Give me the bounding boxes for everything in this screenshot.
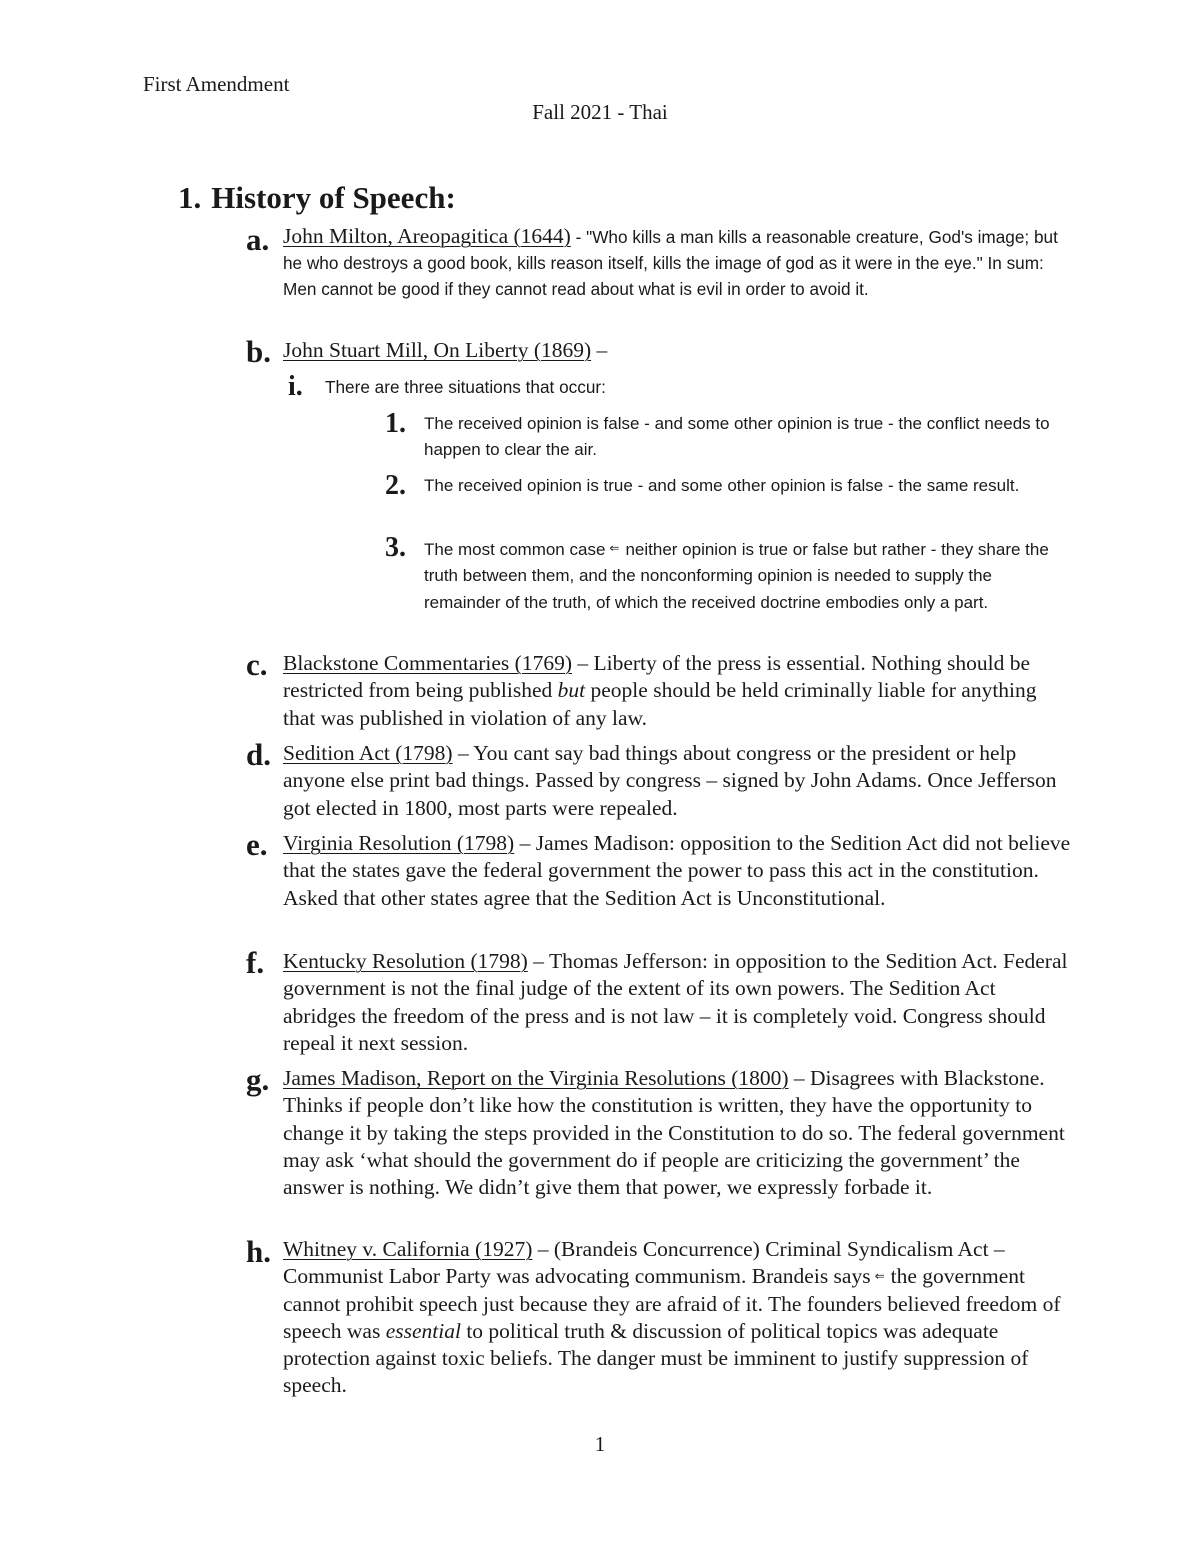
item-cite-f: Kentucky Resolution (1798) (283, 949, 528, 973)
item-marker-a: a. (246, 222, 270, 257)
item-cite-b: John Stuart Mill, On Liberty (1869) (283, 338, 592, 362)
item-marker-b-3: 3. (385, 532, 406, 563)
item-cite-e: Virginia Resolution (1798) (283, 831, 515, 855)
item-body-g: – Disagrees with Blackstone. Thinks if people don’t like how the constitution is written, they have the opportunity to change it by taking the steps provided in the Constitution to do so. The federal government may ask ‘what should the government do if people are criticizing the government’ the answer is nothing. We didn’t give them that power, we expressly forbade it. (283, 1066, 1065, 1200)
item-marker-b-2: 2. (385, 470, 406, 501)
item-body-b: – (591, 338, 608, 362)
item-body-c-em: but (557, 678, 586, 703)
item-body-a: - "Who kills a man kills a reasonable creature, God's image; but he who destroys a good book, kills reason itself, kills the image of god as it were in the eye." In sum: Men cannot be good if they cannot read about what is evil in order to avoid it. (283, 227, 1058, 299)
item-body-c-after: people should be held criminally liable for anything that was published in violation of any law. (283, 678, 1037, 730)
item-text-b-i: There are three situations that occur: (325, 377, 606, 397)
header-center: Fall 2021 - Thai (532, 100, 668, 124)
item-text-b-2: The received opinion is true - and some other opinion is false - the same result. (424, 476, 1020, 495)
item-text-g (283, 1065, 1073, 1201)
item-marker-g: g. (246, 1062, 270, 1097)
item-marker-b: b. (246, 334, 271, 369)
section-title (178, 180, 456, 216)
item-body-b-3-after: neither opinion is true or false but rather - they share the truth between them, and the nonconforming opinion is needed to supply the remainder of the truth, of which the received doctrine embodies only a part. (424, 540, 1049, 612)
item-text-h (283, 1236, 1073, 1400)
item-body-f: – Thomas Jefferson: in opposition to the Sedition Act. Federal government is not the final judge of the extent of its own powers. The Sedition Act abridges the freedom of the press and is not law – it is completely void. Congress should repeal it next session. (283, 949, 1068, 1055)
header-left: First Amendment (143, 72, 290, 96)
item-marker-d: d. (246, 737, 271, 772)
item-cite-a: John Milton, Areopagitica (1644) (283, 224, 571, 248)
item-body-h-before: – (Brandeis Concurrence) Criminal Syndicalism Act – Communist Labor Party was advocating communism. Brandeis says (283, 1237, 1005, 1289)
section-title-text: History of Speech: (211, 180, 456, 215)
arrow-icon: ⁠⇐ (609, 541, 620, 555)
item-text-b (283, 337, 1073, 364)
item-cite-h: Whitney v. California (1927) (283, 1237, 533, 1261)
item-body-d: – You cant say bad things about congress or the president or help anyone else print bad things. Passed by congress – signed by John Adams. Once Jefferson got elected in 1800, most parts were repealed. (283, 741, 1057, 820)
item-body-h-em: essential (385, 1318, 461, 1343)
item-marker-f: f. (246, 945, 265, 980)
item-cite-c: Blackstone Commentaries (1769) (283, 651, 572, 675)
item-marker-e: e. (246, 827, 268, 862)
item-text-d (283, 740, 1073, 822)
item-text-a (283, 223, 1073, 302)
item-text-c (283, 650, 1073, 732)
section-number: 1. (178, 180, 202, 215)
item-text-f (283, 948, 1073, 1057)
item-marker-b-i: i. (288, 371, 303, 402)
page-number: 1 (594, 1432, 606, 1456)
item-text-e (283, 830, 1073, 912)
item-marker-b-1: 1. (385, 408, 406, 439)
item-marker-c: c. (246, 647, 268, 682)
item-text-b-1: The received opinion is false - and some other opinion is true - the conflict needs to happen to clear the air. (424, 414, 1050, 460)
item-body-e: – James Madison: opposition to the Sedition Act did not believe that the states gave the federal government the power to pass this act in the constitution. Asked that other states agree that the Sedition Act is Unconstitutional. (283, 831, 1071, 910)
item-body-c-before: – Liberty of the press is essential. Nothing should be restricted from being published (283, 651, 1030, 703)
item-body-h-after: to political truth & discussion of political topics was adequate protection against toxic beliefs. The danger must be imminent to justify suppression of speech. (283, 1318, 1029, 1398)
item-body-h-mid: the government cannot prohibit speech just because they are afraid of it. The founders believed freedom of speech was (283, 1264, 1061, 1343)
item-cite-d: Sedition Act (1798) (283, 741, 453, 765)
arrow-icon: ⇐ (874, 1269, 885, 1284)
item-text-b-3 (424, 535, 1064, 616)
item-cite-g: James Madison, Report on the Virginia Resolutions (1800) (283, 1066, 789, 1090)
item-marker-h: h. (246, 1234, 271, 1269)
item-body-b-3-before: The most common case (424, 540, 606, 559)
